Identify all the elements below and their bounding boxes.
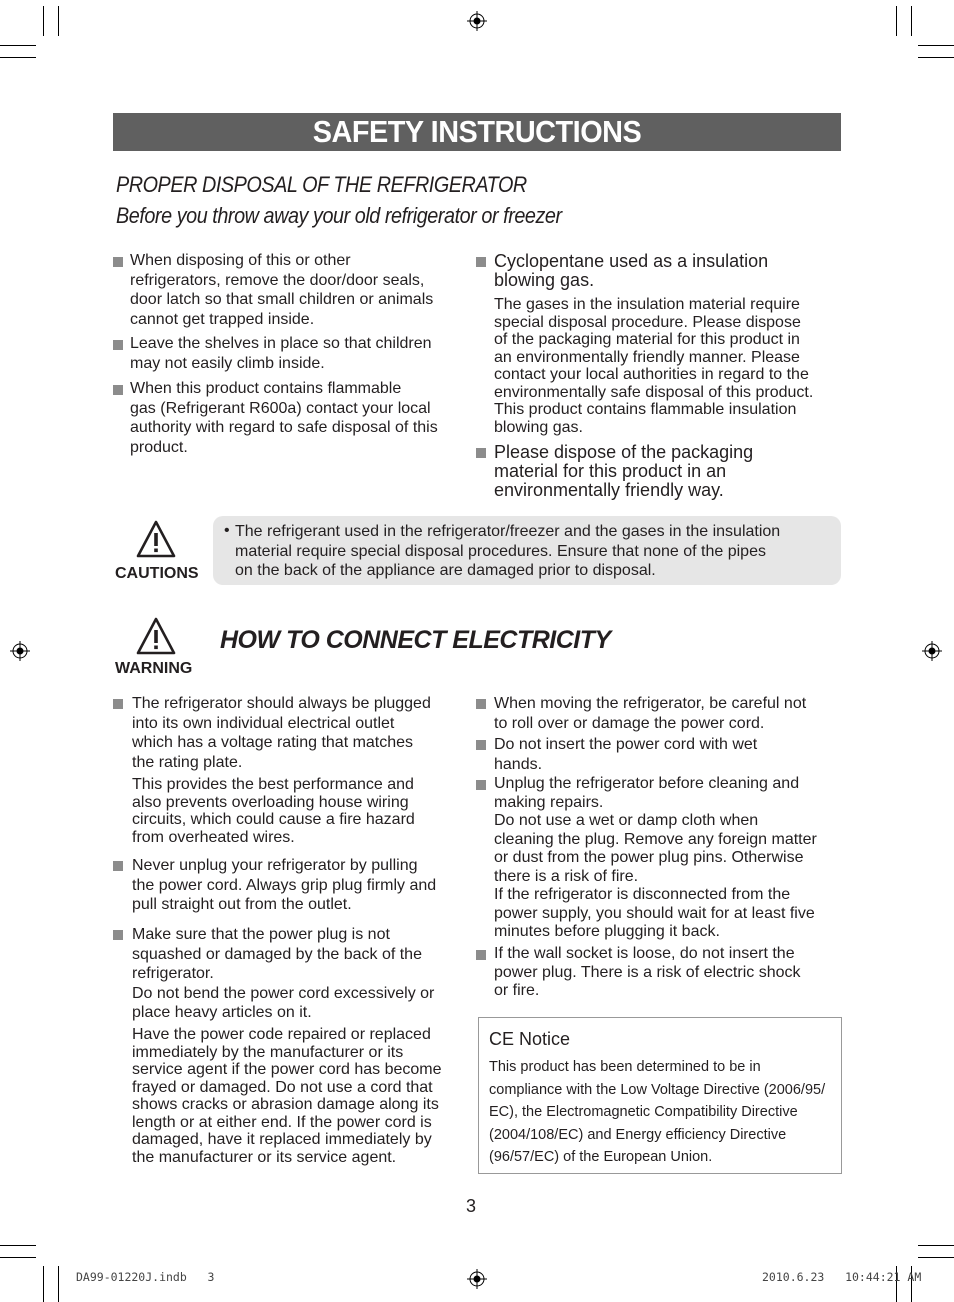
- text-line: authority with regard to safe disposal of this: [130, 419, 438, 436]
- text-line: length or at either end. If the power cord is: [132, 1113, 432, 1131]
- page-number: 3: [466, 1196, 477, 1216]
- text-line: cannot get trapped inside.: [130, 310, 315, 328]
- text-line: environmentally safe disposal of this product.: [494, 383, 814, 401]
- text-line: (2004/108/EC) and Energy efficiency Directive: [489, 1126, 787, 1143]
- text-line: EC), the Electromagnetic Compatibility Directive: [489, 1104, 798, 1120]
- text-line: Do not bend the power cord excessively or: [132, 984, 435, 1002]
- text-line: hands.: [494, 755, 543, 773]
- section-heading: HOW TO CONNECT ELECTRICITY: [220, 626, 611, 654]
- text-line: into its own individual electrical outlet: [132, 714, 395, 732]
- section-subheading: Before you throw away your old refrigerator or freezer: [116, 203, 562, 228]
- text-line: of the packaging material for this product in: [494, 331, 800, 348]
- text-line: service agent if the power cord has become: [132, 1061, 442, 1078]
- registration-mark-icon: [922, 641, 942, 661]
- crop-mark: [918, 1257, 954, 1258]
- text-line: or dust from the power plug pins. Otherwise: [494, 849, 804, 866]
- text-line: This product contains flammable insulation: [494, 401, 797, 418]
- text-line: on the back of the appliance are damaged prior to disposal.: [235, 562, 656, 579]
- text-line: material for this product in an: [494, 461, 727, 481]
- text-line: which has a voltage rating that matches: [132, 734, 414, 751]
- bullet-square: [476, 740, 486, 750]
- bullet-square: [113, 930, 123, 940]
- text-line: door latch so that small children or animals: [130, 291, 434, 308]
- registration-mark-icon: [467, 11, 487, 31]
- crop-mark: [918, 45, 954, 46]
- text-line: to roll over or damage the power cord.: [494, 714, 765, 732]
- crop-mark: [43, 6, 44, 36]
- page-title: SAFETY INSTRUCTIONS: [312, 114, 642, 149]
- text-line: the manufacturer or its service agent.: [132, 1148, 397, 1166]
- page-title-bar: [113, 113, 841, 151]
- text-line: may not easily climb inside.: [130, 354, 325, 372]
- text-line: circuits, which could cause a fire hazard: [132, 811, 415, 828]
- text-line: shows cracks or abrasion damage along its: [132, 1096, 439, 1113]
- text-line: Never unplug your refrigerator by pulling: [132, 857, 418, 874]
- text-line: Cyclopentane used as a insulation: [494, 251, 769, 271]
- text-line: environmentally friendly way.: [494, 480, 724, 500]
- registration-mark-icon: [467, 1269, 487, 1289]
- crop-mark: [0, 45, 36, 46]
- text-line: The refrigerant used in the refrigerator/freezer and the gases in the insulation: [235, 523, 781, 540]
- text-line: Have the power code repaired or replaced: [132, 1026, 431, 1043]
- text-line: power plug. There is a risk of electric shock: [494, 963, 801, 981]
- text-line: damaged, have it replaced immediately by: [132, 1131, 432, 1148]
- text-line: When moving the refrigerator, be careful not: [494, 695, 807, 712]
- text-line: there is a risk of fire.: [494, 867, 639, 885]
- text-line: refrigerator.: [132, 965, 214, 982]
- crop-mark: [0, 57, 36, 58]
- bullet-square: [113, 861, 123, 871]
- bullet-square: [113, 340, 123, 350]
- text-line: This product has been determined to be in: [489, 1059, 761, 1075]
- slug-timestamp: 2010.6.23 10:44:21 AM: [762, 1270, 922, 1284]
- text-line: Do not use a wet or damp cloth when: [494, 812, 759, 829]
- crop-mark: [0, 1245, 36, 1246]
- caution-triangle-icon: [135, 519, 177, 559]
- text-line: refrigerators, remove the door/door seals,: [130, 271, 425, 289]
- cautions-label: CAUTIONS: [115, 565, 199, 582]
- text-line: (96/57/EC) of the European Union.: [489, 1149, 713, 1165]
- text-line: place heavy articles on it.: [132, 1004, 312, 1021]
- bullet-square: [113, 257, 123, 267]
- text-line: Leave the shelves in place so that children: [130, 335, 432, 352]
- text-line: contact your local authorities in regard to the: [494, 366, 809, 383]
- text-line: immediately by the manufacturer or its: [132, 1043, 404, 1061]
- bullet-square: [476, 780, 486, 790]
- text-line: the power cord. Always grip plug firmly and: [132, 876, 437, 894]
- bullet-square: [476, 257, 486, 267]
- text-line: cleaning the plug. Remove any foreign matter: [494, 830, 817, 848]
- bullet-square: [113, 385, 123, 395]
- text-line: minutes before plugging it back.: [494, 923, 720, 940]
- text-line: gas (Refrigerant R600a) contact your local: [130, 399, 431, 417]
- text-line: Please dispose of the packaging: [494, 442, 754, 462]
- text-line: squashed or damaged by the back of the: [132, 945, 422, 963]
- bullet-square: [113, 699, 123, 709]
- ce-notice-title: CE Notice: [489, 1029, 571, 1049]
- text-line: or fire.: [494, 982, 540, 999]
- crop-mark: [911, 6, 912, 36]
- text-line: frayed or damaged. Do not use a cord that: [132, 1078, 433, 1096]
- text-line: from overheated wires.: [132, 828, 295, 846]
- section-heading: PROPER DISPOSAL OF THE REFRIGERATOR: [116, 172, 527, 197]
- crop-mark: [58, 1266, 59, 1302]
- warning-label: WARNING: [115, 660, 193, 677]
- text-line: The refrigerator should always be plugged: [132, 695, 431, 712]
- text-line: If the wall socket is loose, do not insert the: [494, 945, 795, 962]
- bullet-dot: •: [224, 522, 230, 539]
- text-line: material require special disposal procedures. Ensure that none of the pipes: [235, 542, 766, 560]
- text-line: making repairs.: [494, 793, 604, 811]
- bullet-square: [476, 448, 486, 458]
- crop-mark: [918, 1245, 954, 1246]
- text-line: special disposal procedure. Please dispose: [494, 313, 801, 331]
- crop-mark: [918, 57, 954, 58]
- text-line: the rating plate.: [132, 753, 243, 771]
- text-line: The gases in the insulation material require: [494, 296, 800, 313]
- text-line: Unplug the refrigerator before cleaning and: [494, 775, 800, 792]
- crop-mark: [43, 1266, 44, 1302]
- text-line: Do not insert the power cord with wet: [494, 736, 758, 753]
- text-line: When disposing of this or other: [130, 252, 351, 269]
- text-line: When this product contains flammable: [130, 380, 402, 397]
- text-line: also prevents overloading house wiring: [132, 793, 409, 811]
- text-line: pull straight out from the outlet.: [132, 896, 352, 913]
- bullet-square: [476, 950, 486, 960]
- text-line: product.: [130, 438, 188, 456]
- ce-notice-text: [489, 1056, 839, 1169]
- slug-filename: DA99-01220J.indb 3: [76, 1270, 215, 1284]
- text-line: Make sure that the power plug is not: [132, 926, 390, 943]
- text-line: blowing gas.: [494, 418, 583, 436]
- crop-mark: [0, 1257, 36, 1258]
- warning-triangle-icon: [135, 616, 177, 656]
- text-line: This provides the best performance and: [132, 776, 414, 793]
- registration-mark-icon: [10, 641, 30, 661]
- text-line: If the refrigerator is disconnected from the: [494, 886, 791, 903]
- text-line: compliance with the Low Voltage Directive (2006/95/: [489, 1081, 826, 1098]
- crop-mark: [896, 6, 897, 36]
- crop-mark: [58, 6, 59, 36]
- text-line: an environmentally friendly manner. Please: [494, 348, 800, 366]
- text-line: power supply, you should wait for at least five: [494, 904, 815, 922]
- bullet-square: [476, 699, 486, 709]
- text-line: blowing gas.: [494, 270, 595, 290]
- caution-text: [235, 522, 825, 581]
